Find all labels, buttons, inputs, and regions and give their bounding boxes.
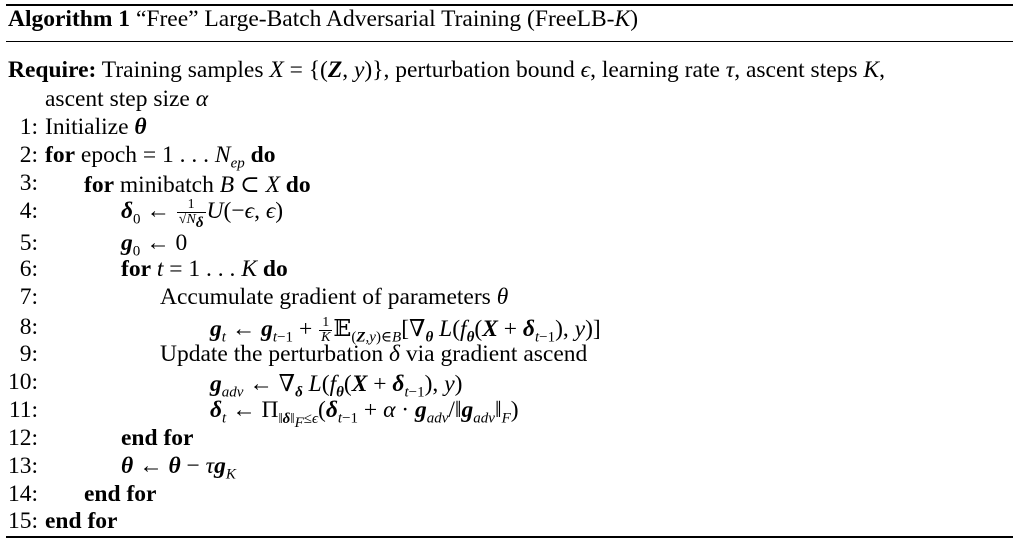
algo-line-5: 5: $g_0$ ← 0 xyxy=(0,230,1019,258)
line-number: 7: xyxy=(19,284,38,310)
require-text-e: ascent step size xyxy=(45,86,190,112)
algo-line-9: 9: Update the perturbation δ via gradient ascend xyxy=(0,341,1019,369)
line-text: minibatch xyxy=(119,172,214,198)
algo-line-3: 3: for minibatch B ⊂ X do xyxy=(0,170,1019,198)
algorithm-title xyxy=(8,6,638,33)
line-number: 10: xyxy=(7,369,38,395)
algo-line-12 xyxy=(0,425,1019,453)
require-line-2: ascent step size α xyxy=(45,86,209,112)
line-keyword-do: do xyxy=(262,256,288,282)
line-number: 4: xyxy=(19,198,38,224)
require-text-a: Training samples xyxy=(101,57,264,83)
line-text-2: via gradient ascend xyxy=(405,341,588,367)
title-rule xyxy=(6,41,1013,42)
line-text: Update the perturbation xyxy=(160,341,384,367)
algo-line-13: 13: θ ← $\theta - \tau g_K$ xyxy=(0,453,1019,481)
require-text-b: perturbation bound xyxy=(395,57,575,83)
algo-line-8: 8: $g_t$ ← $g_{t-1}$ + $\frac{1}{K}$ $𝔼_{(Z,y)\in B}[\nabla_\theta$ $L(f_\theta(X + \delta_{t-1})$, y)] xyxy=(0,314,1019,342)
line-keyword-do: do xyxy=(285,172,311,198)
algo-line-11: 11: $\delta_t$ ← $\Pi_{‖\delta‖_F\le\epsilon}(\delta_{t-1} + \alpha$ · $g_{adv}/‖g_{adv}‖_F$) xyxy=(0,397,1019,425)
algo-line-4: 4: $\delta_0$ ← $\frac{1}{√N_\delta}$ U(−ϵ, ϵ) xyxy=(0,198,1019,226)
algo-line-6: 6: for t = 1 . . . K do xyxy=(0,256,1019,284)
algorithm-label: Algorithm 1 xyxy=(8,6,131,32)
algo-line-1: 1: Initialize θ xyxy=(0,114,1019,142)
line-number: 14: xyxy=(7,481,38,507)
line-number: 2: xyxy=(19,142,38,168)
line-keyword: end for xyxy=(121,425,194,451)
algo-line-14 xyxy=(0,481,1019,509)
line-number: 15: xyxy=(7,508,38,534)
line-keyword: end for xyxy=(45,508,118,534)
line-keyword: for xyxy=(121,256,152,282)
algo-line-2: 2: for epoch = 1 . . . $N_{ep}$ do xyxy=(0,142,1019,170)
line-number: 13: xyxy=(7,453,38,479)
line-number: 5: xyxy=(19,230,38,256)
line-number: 9: xyxy=(19,341,38,367)
algorithm-title-end: ) xyxy=(630,6,639,32)
line-keyword: Initialize xyxy=(45,114,129,140)
require-text-c: learning rate xyxy=(601,57,720,83)
require-line: Require: Training samples X = {(Z, y)}, perturbation bound ϵ, learning rate τ, ascent steps K, xyxy=(8,57,885,83)
line-number: 11: xyxy=(8,397,38,423)
line-text: Accumulate gradient of parameters xyxy=(160,284,491,310)
line-keyword: end for xyxy=(84,481,157,507)
line-number: 12: xyxy=(7,425,38,451)
algorithm-title-var: K xyxy=(614,6,631,32)
line-keyword: for xyxy=(45,142,76,168)
line-text: epoch xyxy=(80,142,138,168)
algo-line-10: 10: $g_{adv}$ ← $\nabla_\delta$ $L(f_\theta(X + \delta_{t-1})$, y) xyxy=(0,369,1019,397)
line-number: 6: xyxy=(19,256,38,282)
line-number: 1: xyxy=(19,114,38,140)
line-keyword-do: do xyxy=(250,142,276,168)
line-number: 8: xyxy=(19,314,38,340)
line-number: 3: xyxy=(19,170,38,196)
line-keyword: for xyxy=(84,172,115,198)
require-label: Require: xyxy=(8,57,97,83)
algo-line-7: 7: Accumulate gradient of parameters θ xyxy=(0,284,1019,312)
algorithm-title-text: “Free” Large-Batch Adversarial Training (FreeLB- xyxy=(135,6,615,32)
algo-line-15 xyxy=(0,508,1019,536)
bottom-rule xyxy=(6,536,1013,538)
require-text-d: ascent steps xyxy=(745,57,858,83)
